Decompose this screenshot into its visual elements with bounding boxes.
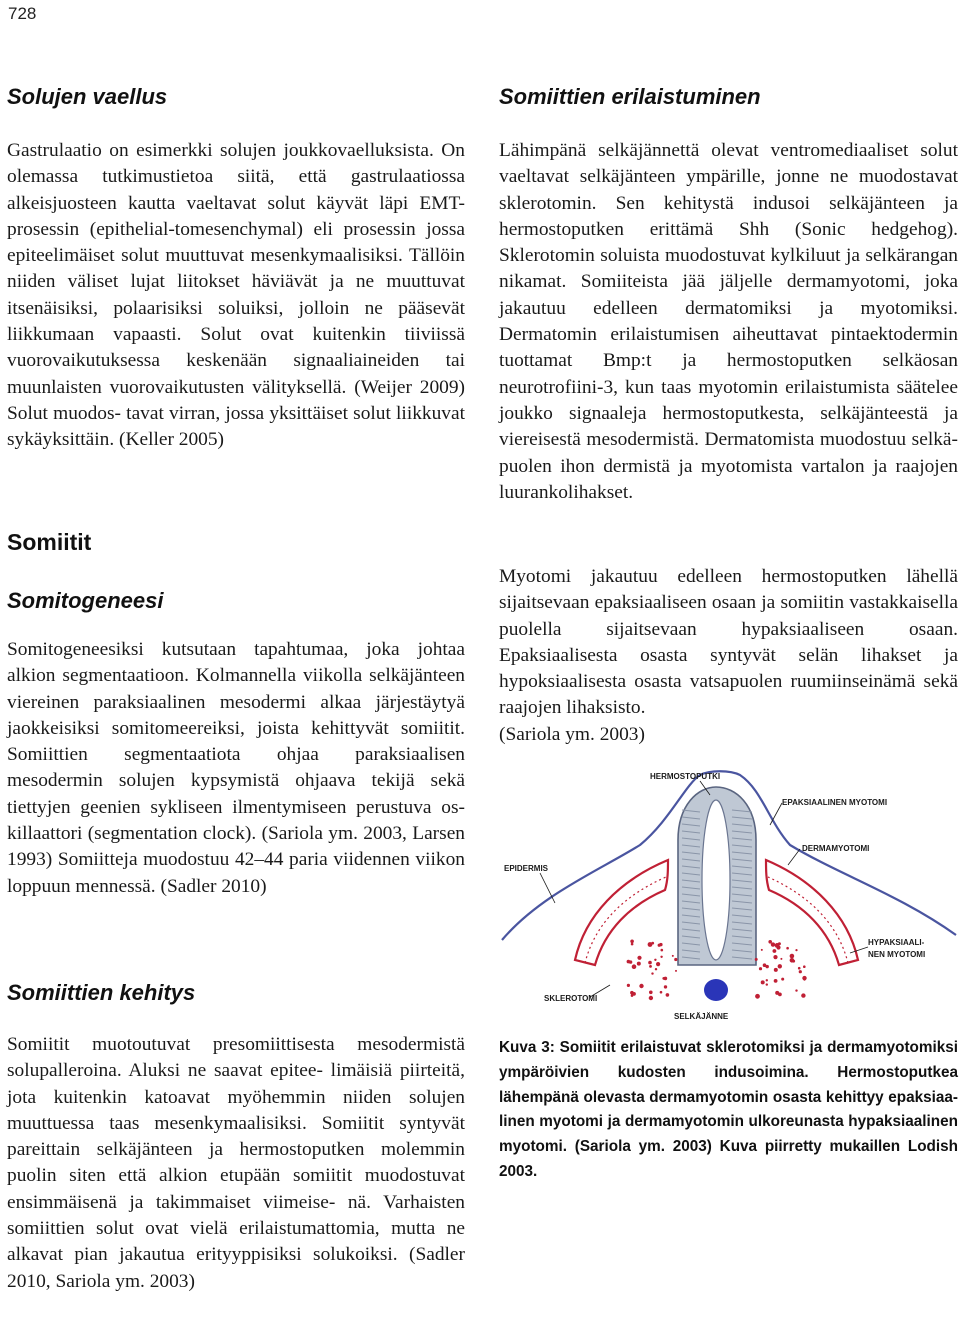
sclerotome-dot [648, 942, 653, 947]
paragraph-somitogeneesi: Somitogeneesiksi kutsutaan tapahtumaa, joka johtaa alkion segmentaatioon. Kolmannella viikolla selkäjänteen viereinen paraksiaalinen mesodermi alkaa järjestäytyä jaokkeisiksi somitomeereiksi, joista kehittyvät somiitit. Somiittien segmentaatiota ohjaa paraksiaalisen mesodermin solujen kypsymistä ohjaava tekijä sekä tiettyjen geenien sykliseen ilmentymiseen perustuva oskillaattori (segmentation clock). (Sariola ym. 2003, Larsen 1993) Somiitteja muodostuu 42–44 paria viidennen viikon loppuun mennessä. (Sadler 2010) [7, 639, 465, 897]
sclerotome-dot [766, 979, 768, 981]
sclerotome-dot [803, 965, 806, 968]
sclerotome-dot [778, 964, 782, 968]
sclerotome-dot [790, 954, 795, 959]
label-hypaksiaalinen-1: HYPAKSIAALI- [868, 938, 925, 947]
heading-somitogeneesi: Somitogeneesi [7, 588, 164, 613]
sclerotome-dot [766, 983, 768, 985]
sclerotome-dot [627, 984, 630, 987]
sclerotome-dot [799, 970, 802, 973]
somite-drawing [500, 765, 958, 1022]
sclerotome-dot [675, 970, 677, 972]
sclerotome-dot [630, 940, 634, 944]
sclerotome-dot [649, 965, 652, 968]
neural-tube-lumen [702, 800, 730, 960]
label-epaksiaalinen: EPAKSIAALINEN MYOTOMI [782, 798, 888, 807]
label-hermostoputki: HERMOSTOPUTKI [650, 772, 721, 781]
sclerotome-dot [776, 945, 780, 949]
sclerotome-dot [774, 968, 778, 972]
sclerotome-dot [649, 991, 653, 995]
sclerotome-dot [649, 996, 653, 1000]
sclerotome-dot [674, 958, 677, 961]
sclerotome-dot [631, 943, 634, 946]
sclerotome-dot [759, 967, 762, 970]
sclerotome-dot [629, 960, 632, 963]
paragraph-myotomi: Myotomi jakautuu edelleen hermostoputken lähellä sijaitsevaan epaksiaaliseen osaan ja somiitin vastakkaisella puolella sijaitsevaan hypaksiaaliseen osaan. Epaksiaalisesta osasta syntyvät selän lihakset ja hypoksiaalisesta osasta vatsapuolen ruumiinseinämä sekä raajojen lihaksisto. [499, 566, 958, 719]
sclerotome-dot [637, 962, 641, 966]
heading-solujen-vaellus: Solujen vaellus [7, 84, 168, 109]
sclerotome-dot [632, 992, 636, 996]
sclerotome-dot [660, 956, 662, 958]
sclerotome-dot [637, 956, 641, 960]
sclerotome-dot [672, 955, 674, 957]
sclerotome-dot [775, 991, 779, 995]
sclerotome-dot [790, 958, 795, 963]
sclerotome-dot [763, 963, 767, 967]
sclerotome-dot [778, 942, 781, 945]
sclerotome-dot [656, 962, 660, 966]
sclerotome-dot [781, 978, 784, 981]
heading-somiittien-erilaistuminen: Somiittien erilaistuminen [499, 84, 761, 109]
sclerotome-dot [660, 991, 663, 994]
label-selkajanne: SELKÄJÄNNE [674, 1012, 729, 1021]
sclerotome-dot [768, 940, 772, 944]
page-number: 728 [8, 4, 37, 23]
paragraph-erilaistuminen: Lähimpänä selkäjännettä olevat ventromediaaliset solut vaeltavat selkäjänteen ympärille, jonne ne muodostavat sklerotomin. Sen kehitystä indusoi selkäjänteen ja hermostoputken erittämä Shh (Sonic hedgehog). Sklerotomin soluista muodostuvat kylkiluut ja selkärangan nikamat. Somiiteista jää jäljelle dermamyotomi, joka jakautuu edelleen dermatomiksi ja myotomiksi. Dermatomin erilaistumisen aiheuttavat pintaektodermin tuottamat Bmp:t ja hermostoputken selkäosan neurotrofiini-3, kun taas myotomin erilaistumista säätelee joukko signaaleja hermostoputkesta, selkäjänteestä ja viereisestä mesodermistä. Dermatomista muodostuu selkäpuolen ihon dermistä ja myotomista vartalon ja raajojen luurankolihakset. [499, 140, 958, 503]
sclerotome-dot [761, 980, 765, 984]
somite-figure [500, 765, 958, 1022]
sclerotome-dot [780, 958, 782, 960]
sclerotome-dot [648, 961, 652, 965]
citation-sariola: (Sariola ym. 2003) [499, 724, 645, 745]
label-sklerotomi: SKLEROTOMI [544, 994, 598, 1003]
figure-caption: Kuva 3: Somiitit erilaistuvat sklerotomiksi ja dermamyotomiksi ympäröivien kudosten indusoimina. Hermostoputkea lähempänä olevasta dermamyotomin osasta kehittyy epaksiaa- linen myotomi ja dermamyotomin ulkoreunasta hypaksiaalinen myotomi. (Sariola ym. 2003) Kuva piirretty mukaillen Lodish 2003. [499, 1039, 958, 1180]
sclerotome-dot [662, 977, 665, 980]
dermamyotome-left [575, 860, 668, 965]
sclerotome-dot [666, 993, 670, 997]
heading-somiittien-kehitys: Somiittien kehitys [7, 980, 196, 1005]
label-dermamyotomi: DERMAMYOTOMI [802, 844, 870, 853]
notochord [704, 979, 728, 1001]
sclerotome-dot [795, 949, 797, 951]
sclerotome-dot [798, 967, 801, 970]
sclerotome-dot [774, 979, 778, 983]
label-epidermis: EPIDERMIS [504, 864, 549, 873]
sclerotome-dot [755, 994, 760, 999]
sclerotome-dot [803, 978, 805, 980]
sclerotome-dot [651, 972, 653, 974]
label-hypaksiaalinen-2: NEN MYOTOMI [868, 950, 926, 959]
heading-somiitit: Somiitit [7, 529, 92, 555]
sclerotome-dot [664, 985, 667, 988]
sclerotome-dot [801, 993, 805, 997]
sclerotome-dot [786, 947, 789, 950]
sclerotome-dot [773, 955, 777, 959]
sclerotome-dot [639, 984, 643, 988]
sclerotome-dot [755, 958, 758, 961]
sclerotome-dot [655, 968, 657, 970]
paragraph-solujen-vaellus: Gastrulaatio on esimerkki solujen joukkovaelluksista. On olemassa tutkimustietoa siitä, että gastrulaatiossa alkeisjuosteen kautta vaeltavat solut käyvät läpi EMT-prosessin (epithelial-tomesenchymal) eli prosessin jossa epiteelimäiset solut muuttuvat mesenkymaalisiksi. Tällöin niiden väliset lujat liitokset häviävät ja ne muuttuvat itsenäisiksi, polaarisiksi soluiksi, jolloin ne pääsevät liikkumaan vapaasti. Solut ovat kuitenkin tiiviissä vuorovaikutuksessa keskenään signaaliaineiden tai muunlaisten vuorovaikutusten välityksellä. (Weijer 2009) Solut muodos- tavat virran, jossa yksittäiset solut liikkuvat sykäyksittäin. (Keller 2005) [7, 140, 465, 451]
dermamyotome-right [766, 860, 858, 965]
sclerotome-dot [795, 989, 797, 991]
sclerotome-dot [658, 944, 661, 947]
paragraph-somiittien-kehitys: Somiitit muotoutuvat presomiittisesta mesodermistä solupalleroina. Aluksi ne saavat epitee- limäisiä piirteitä, jota kuitenkin katoavat myöhemmin niiden solujen muuttuessa taas mesenkymaalisiksi. Somiitit syntyvät pareittain selkäjänteen ja hermostoputken molemmin puolin siten että alkion etupään somiitit muodostuvat ensimmäisenä ja takimmaiset viimeise- nä. Varhaisten somiittien solut ovat vielä erilaistumattomia, mutta ne alkavat pian jakautua erityyppisiksi solukoiksi. (Sadler 2010, Sariola ym. 2003) [7, 1034, 465, 1292]
sclerotome-dot [773, 949, 777, 953]
sclerotome-dot [654, 959, 656, 961]
sclerotome-dot [632, 964, 637, 969]
sclerotome-dot [761, 949, 763, 951]
sclerotome-dot [661, 949, 664, 952]
